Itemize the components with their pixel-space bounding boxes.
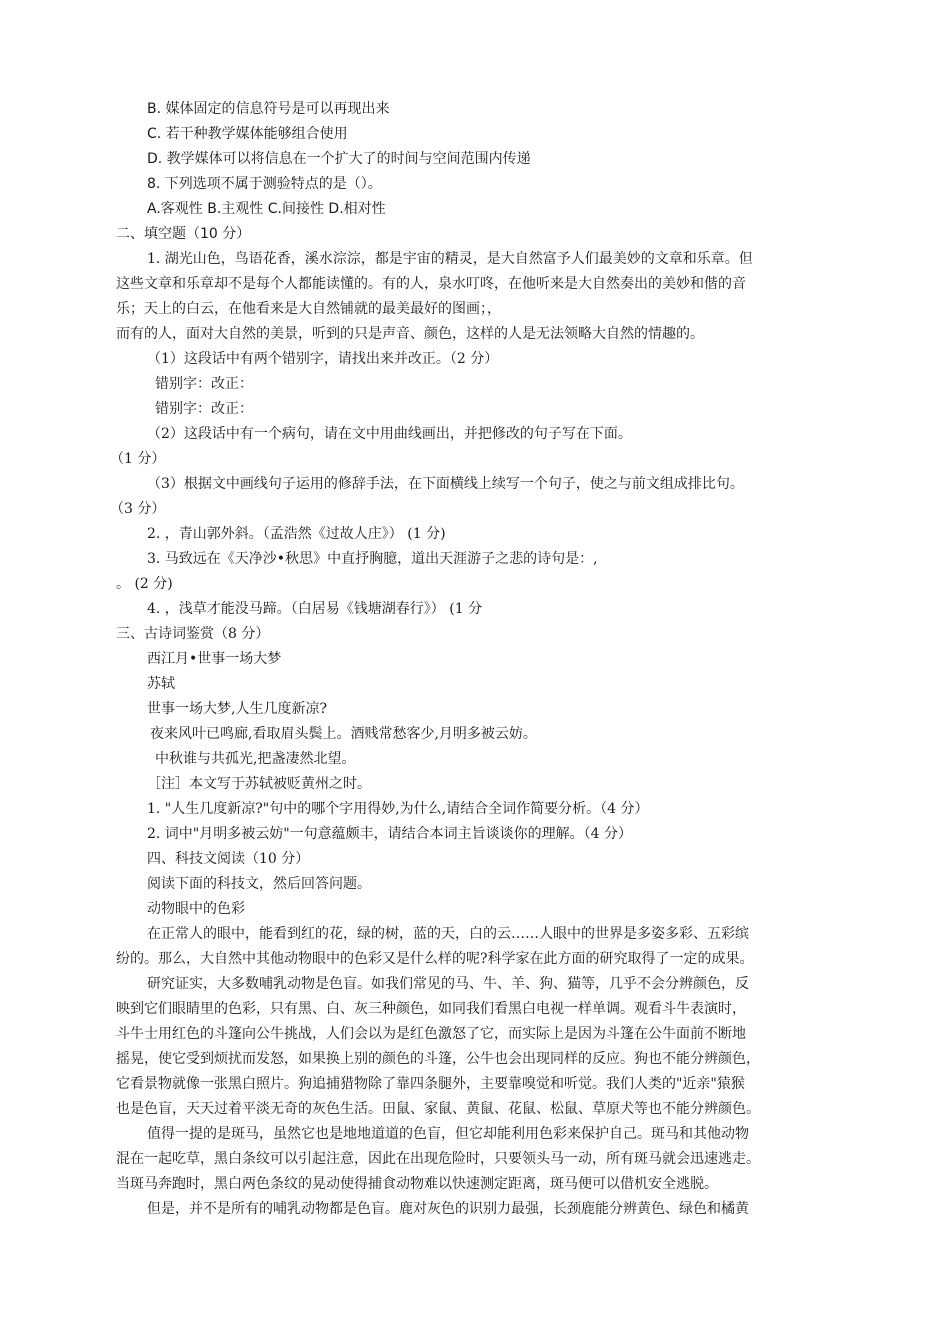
poem-line-1: 世事一场大梦,人生几度新凉? (147, 701, 327, 717)
sub-question-2-score: （1 分） (110, 451, 166, 467)
article-p2-line-6: 也是色盲，天天过着平淡无奇的灰色生活。田鼠、家鼠、黄鼠、花鼠、松鼠、草原犬等也不能分辨颜色。 (116, 1101, 760, 1117)
poem-question-2: 2. 词中"月明多被云妨"一句意蕴颇丰，请结合本词主旨谈谈你的理解。（4 分） (147, 826, 633, 842)
article-p4-line-1: 但是，并不是所有的哺乳动物都是色盲。鹿对灰色的识别力最强，长颈鹿能分辨黄色、绿色和橘黄 (147, 1201, 749, 1217)
passage-1-line-3: 乐；天上的白云，在他看来是大自然铺就的最美最好的图画；， (116, 301, 501, 317)
section-3-heading: 三、古诗词鉴赏（8 分） (116, 626, 270, 642)
article-p3-line-3: 当斑马奔跑时，黑白两色条纹的晃动使得捕食动物难以快速测定距离，斑马便可以借机安全逃脱。 (116, 1176, 718, 1192)
article-p3-line-1: 值得一提的是斑马，虽然它也是地地道道的色盲，但它却能利用色彩来保护自己。斑马和其他动物 (147, 1126, 749, 1142)
article-p2-line-4: 摇晃，使它受到烦扰而发怒，如果换上别的颜色的斗篷，公牛也会出现同样的反应。狗也不能分辨颜色， (116, 1051, 760, 1067)
typo-answer-line-2: 错别字：改正： (155, 401, 253, 417)
article-p2-line-5: 它看景物就像一张黑白照片。狗追捕猎物除了靠四条腿外，主要靠嗅觉和听觉。我们人类的"近亲"猿猴 (116, 1076, 745, 1092)
option-b: B. 媒体固定的信息符号是可以再现出来 (147, 101, 390, 117)
article-p1-line-2: 纷的。那么，大自然中其他动物眼中的色彩又是什么样的呢?科学家在此方面的研究取得了一定的成果。 (116, 951, 754, 967)
typo-answer-line-1: 错别字：改正： (155, 376, 253, 392)
poem-line-3: 中秋谁与共孤光,把盏凄然北望。 (155, 751, 356, 767)
question-8-stem: 8. 下列选项不属于测验特点的是（）。 (147, 176, 382, 192)
article-p3-line-2: 混在一起吃草，黑白条纹可以引起注意，因此在出现危险时，只要领头马一动，所有斑马就会迅速逃走。 (116, 1151, 760, 1167)
poem-note: ［注］本文写于苏轼被贬黄州之时。 (147, 776, 371, 792)
article-title: 动物眼中的色彩 (147, 901, 245, 917)
article-p2-line-2: 映到它们眼睛里的色彩，只有黑、白、灰三种颜色，如同我们看黑白电视一样单调。观看斗牛表演时， (116, 1001, 746, 1017)
poem-line-2: 夜来风叶已鸣廊,看取眉头鬓上。酒贱常愁客少,月明多被云妨。 (150, 726, 537, 742)
passage-1-line-4: 而有的人，面对大自然的美景，听到的只是声音、颜色，这样的人是无法领略大自然的情趣的。 (116, 326, 704, 342)
fill-question-4: 4. ，浅草才能没马蹄。（白居易《钱塘湖春行》） (1 分 (147, 601, 483, 617)
fill-question-3-end: 。 (2 分) (116, 576, 173, 592)
section-2-heading: 二、填空题（10 分） (116, 226, 251, 242)
fill-question-2: 2. ，青山郭外斜。（孟浩然《过故人庄》） (1 分) (147, 526, 446, 542)
fill-question-3: 3. 马致远在《天净沙•秋思》中直抒胸臆，道出天涯游子之悲的诗句是：, (147, 551, 598, 567)
article-p1-line-1: 在正常人的眼中，能看到红的花，绿的树，蓝的天，白的云……人眼中的世界是多姿多彩、五彩缤 (147, 926, 749, 942)
poem-author: 苏轼 (147, 676, 175, 692)
sub-question-3-score: （3 分） (110, 501, 166, 517)
option-c: C. 若干种教学媒体能够组合使用 (147, 126, 348, 142)
article-p2-line-3: 斗牛士用红色的斗篷向公牛挑战，人们会以为是红色激怒了它，而实际上是因为斗篷在公牛面前不断地 (116, 1026, 746, 1042)
sub-question-2: （2）这段话中有一个病句，请在文中用曲线画出，并把修改的句子写在下面。 (147, 426, 632, 442)
option-d: D. 教学媒体可以将信息在一个扩大了的时间与空间范围内传递 (147, 151, 531, 167)
section-4-heading: 四、科技文阅读（10 分） (147, 851, 310, 867)
poem-title: 西江月•世事一场大梦 (147, 651, 282, 667)
sub-question-1: （1）这段话中有两个错别字，请找出来并改正。（2 分） (147, 351, 499, 367)
passage-1-line-2: 这些文章和乐章却不是每个人都能读懂的。有的人，泉水叮咚，在他听来是大自然奏出的美妙和偕的音 (116, 276, 746, 292)
poem-question-1: 1. "人生几度新凉?"句中的哪个字用得妙,为什么,请结合全词作简要分析。（4 分） (147, 801, 649, 817)
question-8-options: A.客观性 B.主观性 C.间接性 D.相对性 (147, 201, 386, 217)
section-4-intro: 阅读下面的科技文，然后回答问题。 (147, 876, 371, 892)
passage-1-line-1: 1. 湖光山色，鸟语花香，溪水淙淙，都是宇宙的精灵，是大自然富予人们最美妙的文章和乐章。但 (147, 251, 753, 267)
article-p2-line-1: 研究证实，大多数哺乳动物是色盲。如我们常见的马、牛、羊、狗、猫等，几乎不会分辨颜色，反 (147, 976, 749, 992)
sub-question-3: （3）根据文中画线句子运用的修辞手法，在下面横线上续写一个句子，使之与前文组成排比句。 (147, 476, 744, 492)
